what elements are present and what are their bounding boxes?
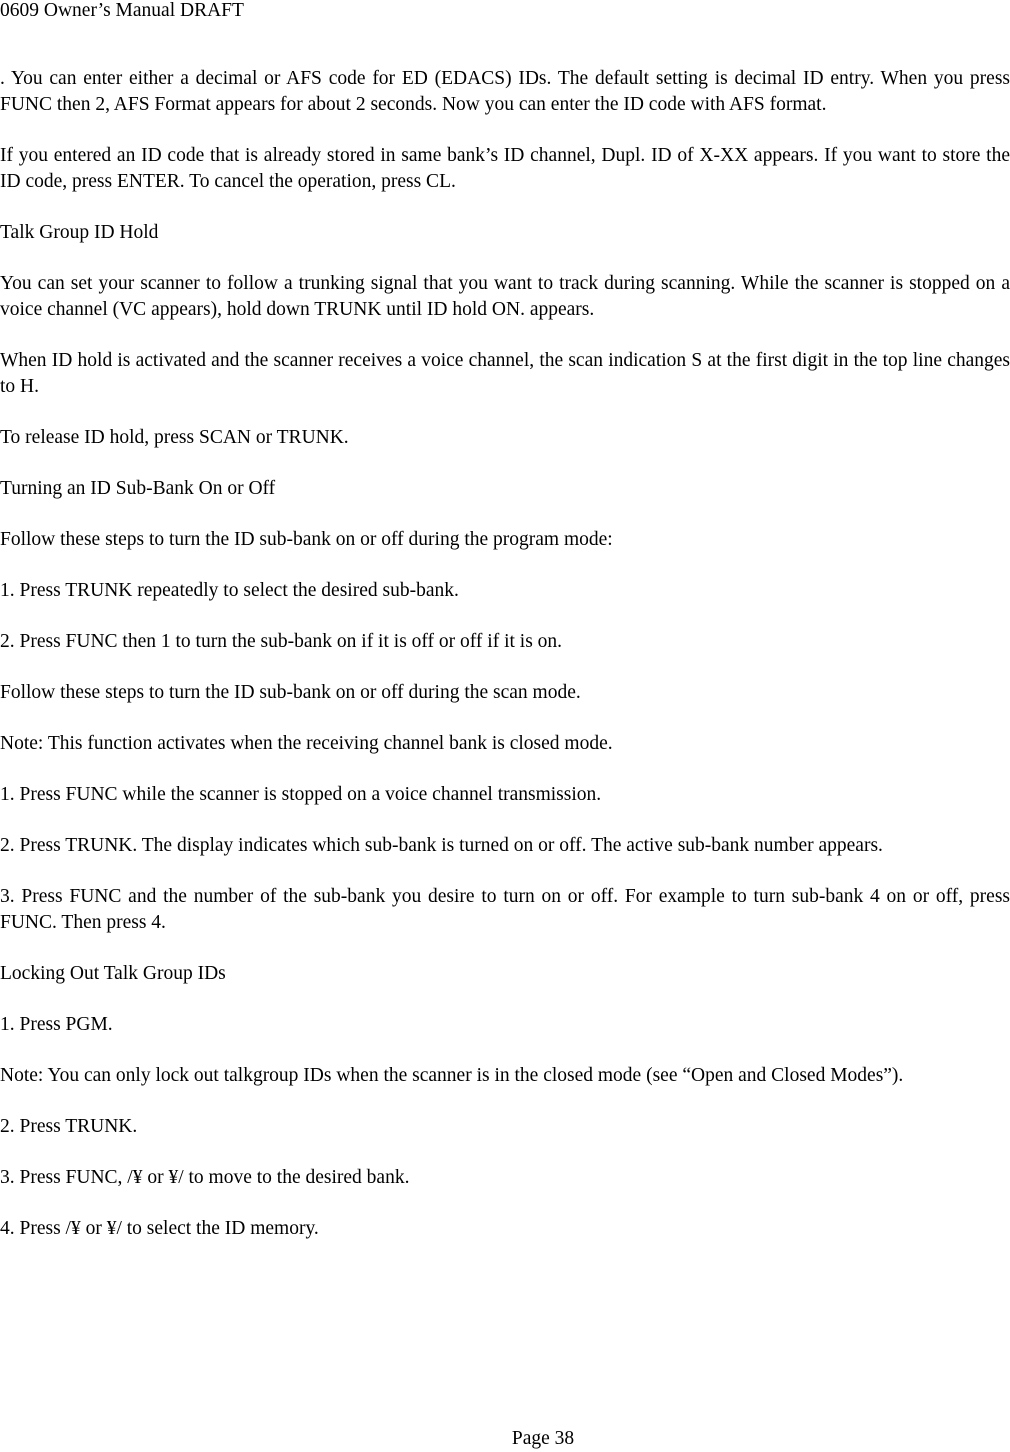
heading-id-sub-bank: Turning an ID Sub-Bank On or Off	[0, 478, 276, 499]
step-move-bank: 3. Press FUNC, /¥ or ¥/ to move to the desired bank.	[0, 1167, 410, 1188]
heading-talk-group-id-hold: Talk Group ID Hold	[0, 222, 159, 243]
paragraph-release-id-hold: To release ID hold, press SCAN or TRUNK.	[0, 427, 349, 448]
paragraph-scan-mode-steps: Follow these steps to turn the ID sub-bank on or off during the scan mode.	[0, 682, 581, 703]
step-press-trunk-2: 2. Press TRUNK.	[0, 1116, 138, 1137]
step-press-trunk-display: 2. Press TRUNK. The display indicates which sub-bank is turned on or off. The active sub-bank number appears.	[0, 835, 883, 856]
paragraph-follow-trunking: You can set your scanner to follow a trunking signal that you want to track during scanning. While the scanner is stopped on a voice channel (VC appears), hold down TRUNK until ID hold ON. appears.	[0, 273, 1010, 320]
step-press-func-voice: 1. Press FUNC while the scanner is stopped on a voice channel transmission.	[0, 784, 602, 805]
step-press-trunk: 1. Press TRUNK repeatedly to select the desired sub-bank.	[0, 580, 459, 601]
note-lock-out-closed: Note: You can only lock out talkgroup IDs when the scanner is in the closed mode (see “Open and Closed Modes”).	[0, 1065, 904, 1086]
step-select-id-memory: 4. Press /¥ or ¥/ to select the ID memory.	[0, 1218, 319, 1239]
page-number: Page 38	[511, 1428, 575, 1449]
paragraph-id-hold-activated: When ID hold is activated and the scanner receives a voice channel, the scan indication S at the first digit in the top line changes to H.	[0, 350, 1010, 397]
paragraph-program-mode-steps: Follow these steps to turn the ID sub-bank on or off during the program mode:	[0, 529, 613, 550]
note-closed-mode: Note: This function activates when the receiving channel bank is closed mode.	[0, 733, 613, 754]
paragraph-duplicate-id: If you entered an ID code that is already stored in same bank’s ID channel, Dupl. ID of X-XX appears. If you want to store the ID code, press ENTER. To cancel the operation, press CL.	[0, 145, 1010, 192]
paragraph-afs-code: . You can enter either a decimal or AFS code for ED (EDACS) IDs. The default setting is decimal ID entry. When you press FUNC then 2, AFS Format appears for about 2 seconds. Now you can enter the ID code with AFS format.	[0, 68, 1010, 115]
step-press-pgm: 1. Press PGM.	[0, 1014, 113, 1035]
document-body	[0, 66, 1010, 1267]
heading-locking-out-ids: Locking Out Talk Group IDs	[0, 963, 226, 984]
step-press-func-1: 2. Press FUNC then 1 to turn the sub-bank on if it is off or off if it is on.	[0, 631, 563, 652]
page-header: 0609 Owner’s Manual DRAFT	[0, 0, 244, 21]
step-press-func-number: 3. Press FUNC and the number of the sub-bank you desire to turn on or off. For example to turn sub-bank 4 on or off, press FUNC. Then press 4.	[0, 886, 1010, 933]
